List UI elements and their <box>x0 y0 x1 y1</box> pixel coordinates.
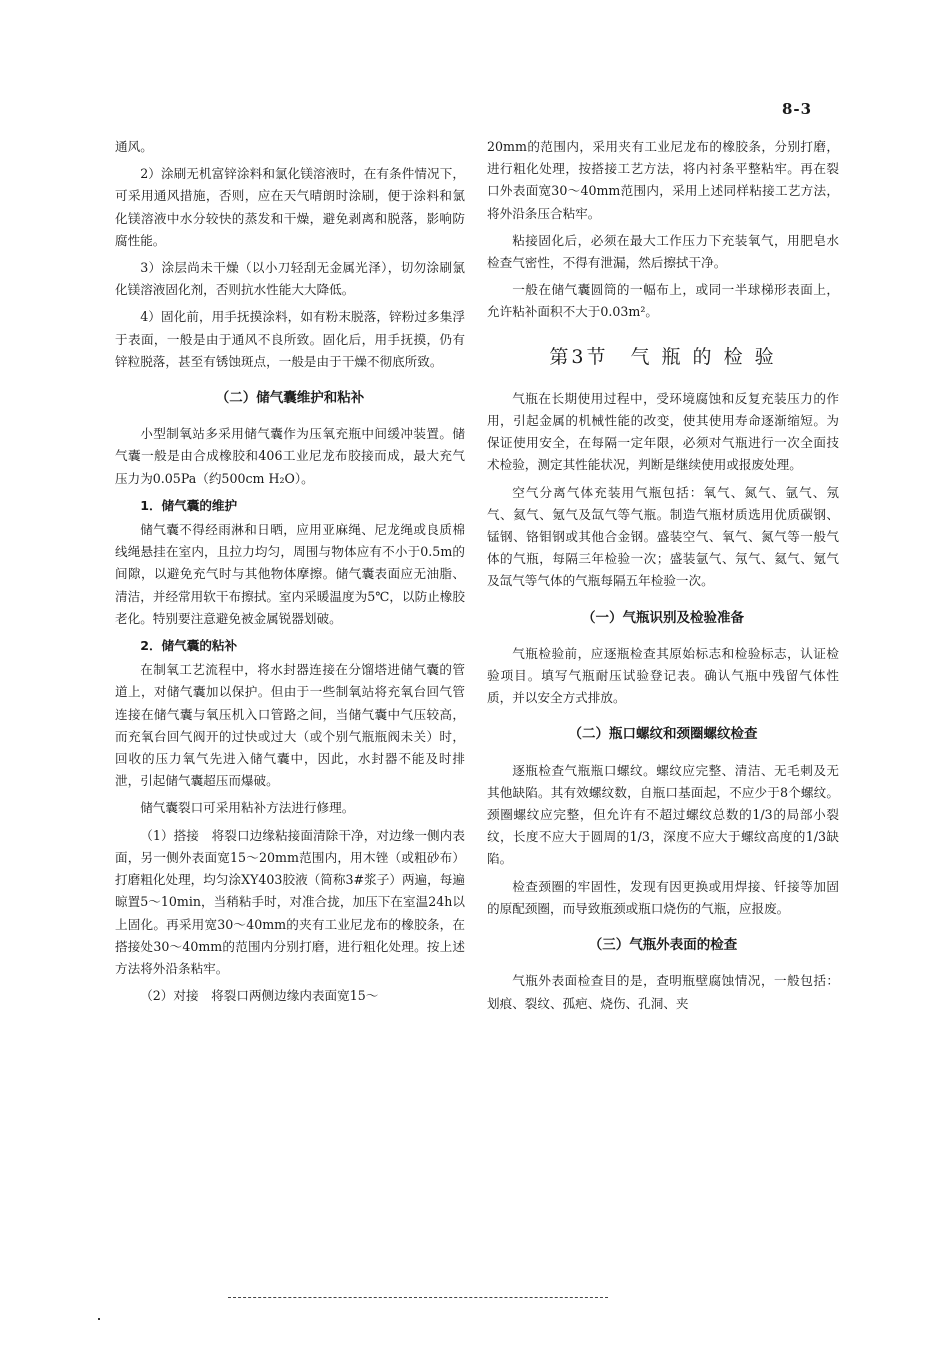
body-paragraph: 气瓶在长期使用过程中，受环境腐蚀和反复充装压力的作用，引起金属的机械性能的改变，使其使用寿命逐渐缩短。为保证使用安全，在每隔一定年限，必须对气瓶进行一次全面技术检验，测定其性能状况，判断是继续使用或报废处理。 <box>487 390 839 473</box>
body-paragraph: 一般在储气囊圆筒的一幅布上，或同一半球梯形表面上，允许粘补面积不大于0.03m²。 <box>487 282 839 320</box>
body-paragraph: 储气囊不得经雨淋和日晒，应用亚麻绳、尼龙绳或良质棉线绳悬挂在室内，且拉力均匀，周围与物体应有不小于0.5m的间隙，以避免充气时与其他物体摩擦。储气囊表面应无油脂、清洁，并经常用软干布擦拭。室内采暖温度为5℃，以防止橡胶老化。特别要注意避免被金属锐器划破。 <box>115 522 465 626</box>
body-paragraph: 气瓶检验前，应逐瓶检查其原始标志和检验标志，认证检验项目。填写气瓶耐压试验登记表。确认气瓶中残留气体性质，并以安全方式排放。 <box>487 645 839 706</box>
body-paragraph: 2）涂刷无机富锌涂料和氯化镁溶液时，在有条件情况下，可采用通风措施，否则，应在天气晴朗时涂刷，便于涂料和氯化镁溶液中水分较快的蒸发和干燥，避免剥离和脱落，影响防腐性能。 <box>115 166 465 248</box>
body-paragraph: 空气分离气体充装用气瓶包括：氧气、氮气、氩气、氖气、氦气、氪气及氙气等气瓶。制造气瓶材质选用优质碳钢、锰钢、铬钼钢或其他合金钢。盛装空气、氧气、氮气等一般气体的气瓶，每隔三年检验一次；盛装氩气、氖气、氦气、氪气及氙气等气体的气瓶每隔五年检验一次。 <box>487 484 839 589</box>
sub-heading: 2．储气囊的粘补 <box>140 638 238 654</box>
body-paragraph: 3）涂层尚未干燥（以小刀轻刮无金属光泽），切勿涂刷氯化镁溶液固化剂，否则抗水性能大大降低。 <box>115 260 465 298</box>
body-paragraph: 气瓶外表面检查目的是，查明瓶壁腐蚀情况，一般包括：划痕、裂纹、孤疤、烧伤、孔洞、夹 <box>487 973 839 1011</box>
body-paragraph: 检查颈圈的牢固性，发现有因更换或用焊接、钎接等加固的原配颈圈，而导致瓶颈或瓶口烧伤的气瓶，应报废。 <box>487 878 839 916</box>
body-paragraph: 在制氧工艺流程中，将水封器连接在分馏塔进储气囊的管道上，对储气囊加以保护。但由于一些制氧站将充氧台回气管连接在储气囊与氧压机入口管路之间，当储气囊中气压较高，而充氧台回气阀开的过快或过大（或个别气瓶瓶阀未关）时，回收的压力氧气先进入储气囊中，因此，水封器不能及时排泄，引起储气囊超压而爆破。 <box>115 662 465 789</box>
section-heading: （二）储气囊维护和粘补 <box>215 390 365 407</box>
body-paragraph: 逐瓶检查气瓶瓶口螺纹。螺纹应完整、清洁、无毛刺及无其他缺陷。其有效螺纹数，自瓶口基面起，不应少于8个螺纹。颈圈螺纹应完整，但允许有不超过螺纹总数的1/3的局部小裂纹，长度不应大于圆周的1/3，深度不应大于螺纹高度的1/3缺陷。 <box>487 762 839 867</box>
page-number: 8-3 <box>782 100 813 118</box>
bottom-scan-line <box>228 1297 608 1298</box>
section-heading: （二）瓶口螺纹和颈圈螺纹检查 <box>568 726 758 743</box>
body-paragraph: 储气囊裂口可采用粘补方法进行修理。 <box>140 800 355 816</box>
body-paragraph: 小型制氧站多采用储气囊作为压氧充瓶中间缓冲装置。储气囊一般是由合成橡胶和406工业尼龙布胶接而成，最大充气压力为0.05Pa（约500cm H₂O）。 <box>115 426 465 486</box>
section-heading: （一）气瓶识别及检验准备 <box>582 609 744 626</box>
body-paragraph: （2）对接 将裂口两侧边缘内表面宽15～ <box>140 988 379 1004</box>
section-heading: （三）气瓶外表面的检查 <box>588 937 738 954</box>
scan-speck <box>98 1318 100 1320</box>
right-text-column <box>487 136 839 1020</box>
body-paragraph: 4）固化前，用手抚摸涂料，如有粉末脱落，锌粉过多集浮于表面，一般是由于通风不良所致。固化后，用手抚摸，仍有锌粒脱落，甚至有锈蚀斑点，一般是由于干燥不彻底所致。 <box>115 309 465 369</box>
body-paragraph: 粘接固化后，必须在最大工作压力下充装氧气，用肥皂水检查气密性，不得有泄漏，然后擦拭干净。 <box>487 232 839 271</box>
left-text-column <box>115 136 465 1012</box>
sub-heading: 1．储气囊的维护 <box>140 497 238 513</box>
body-paragraph: （1）搭接 将裂口边缘粘接面清除干净，对边缘一侧内表面，另一侧外表面宽15～20mm范围内，用木锉（或粗砂布）打磨粗化处理，均匀涂XY403胶液（简称3#浆子）两遍，每遍晾置5～10min，当稍粘手时，对准合拢，加压下在室温24h以上固化。再采用宽30～40mm的夹有工业尼龙布的橡胶条，在搭接处30～40mm的范围内分别打磨，进行粗化处理。按上述方法将外沿条粘牢。 <box>115 827 465 976</box>
chapter-section-title: 第3节 气 瓶 的 检 验 <box>549 345 777 368</box>
body-paragraph: 20mm的范围内，采用夹有工业尼龙布的橡胶条，分别打磨，进行粗化处理，按搭接工艺方法，将内衬条平整粘牢。再在裂口外表面宽30～40mm范围内，采用上述同样粘接工艺方法，将外沿条压合粘牢。 <box>487 139 839 221</box>
body-paragraph: 通风。 <box>115 139 153 154</box>
